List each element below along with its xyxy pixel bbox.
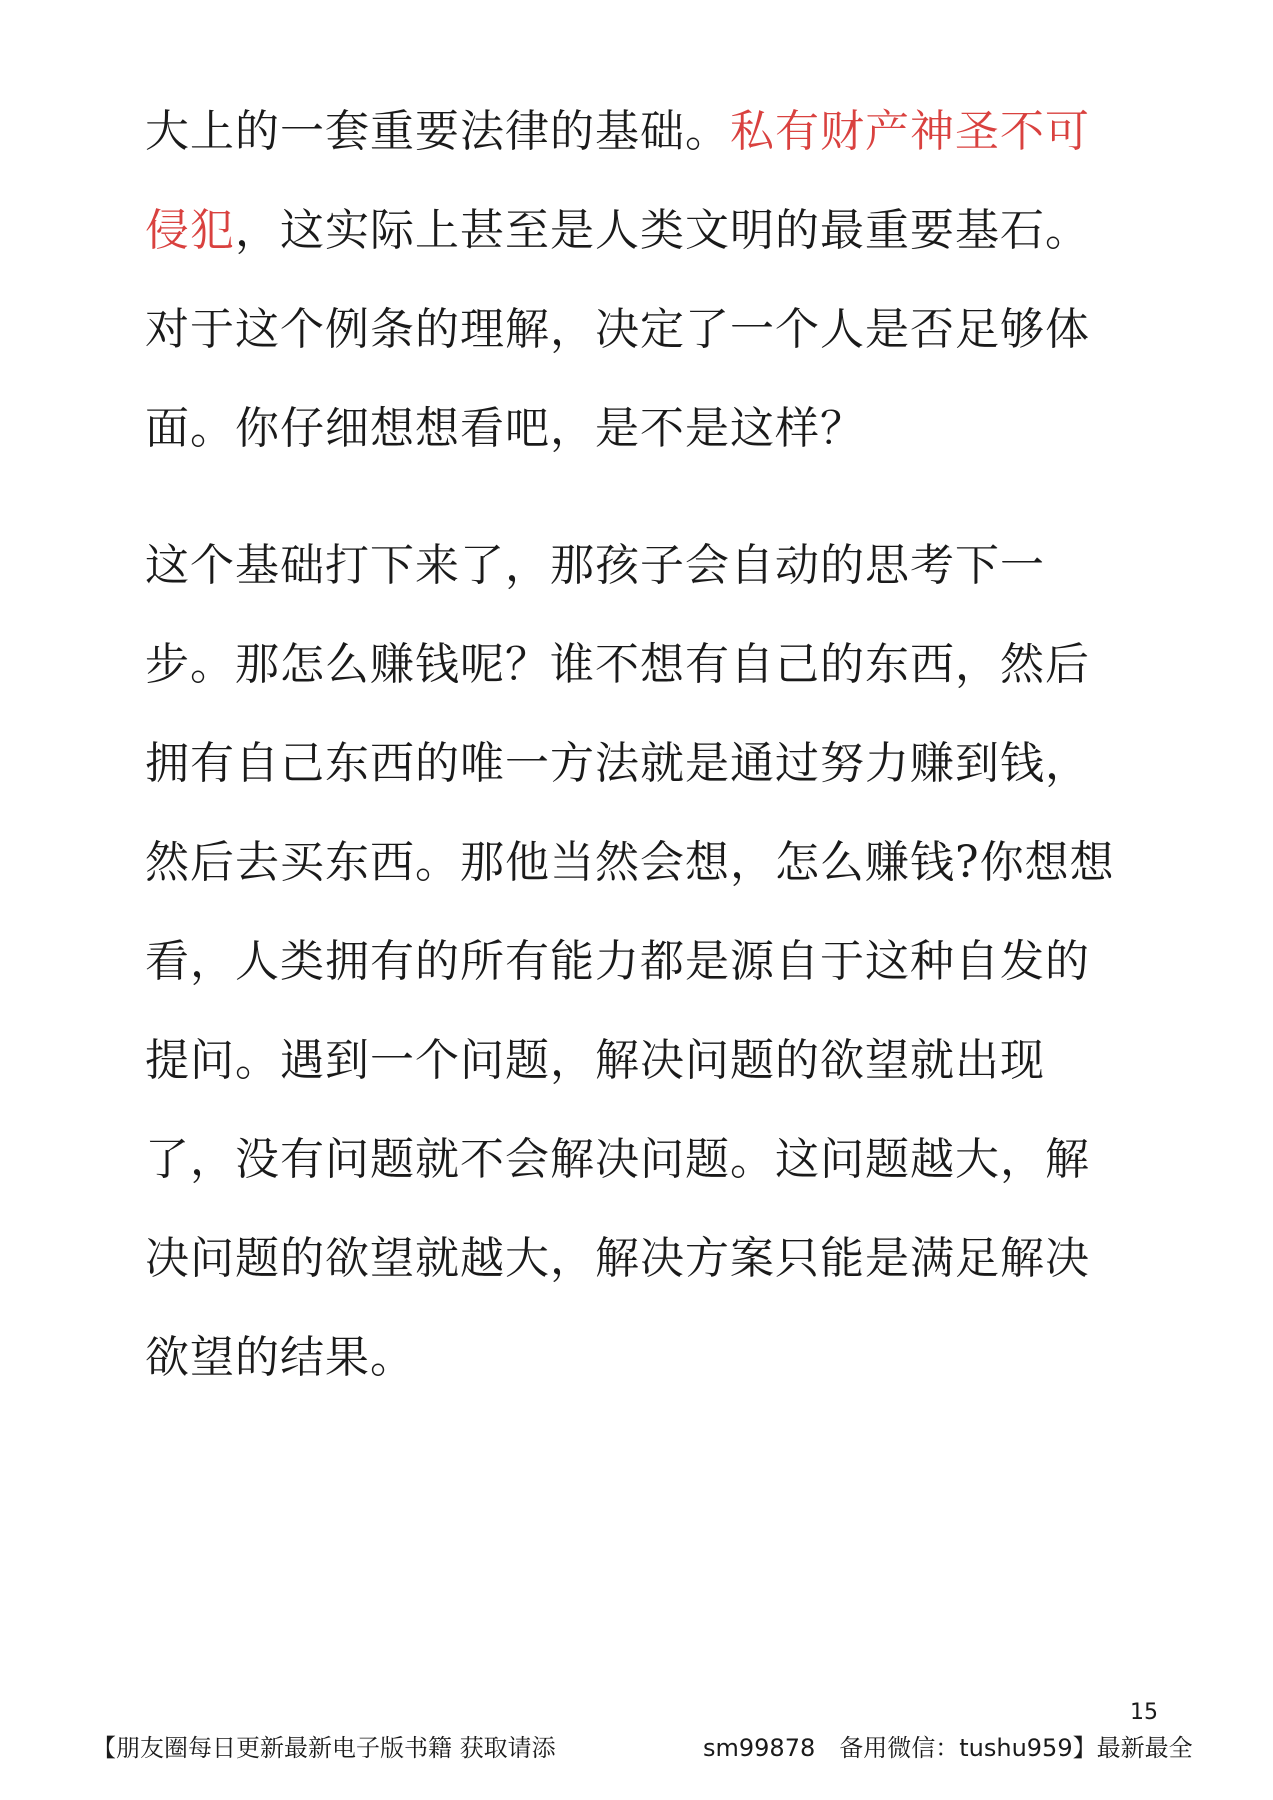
text-segment: ，这实际上甚至是人类文明的最重要基石。 [235, 205, 1090, 256]
text-line [145, 714, 1145, 813]
text-line [145, 813, 1145, 912]
footer-promo-left: 【朋友圈每日更新最新电子版书籍 获取请添 [92, 1734, 556, 1762]
text-line [145, 82, 1145, 181]
text-line [145, 280, 1145, 379]
text-segment: 了，没有问题就不会解决问题。这问题越大，解 [145, 1134, 1090, 1185]
text-line [145, 1011, 1145, 1110]
page-number: 15 [1130, 1700, 1158, 1725]
highlighted-text: 私有财产神圣不可 [730, 106, 1090, 157]
text-segment: 大上的一套重要法律的基础。 [145, 106, 730, 157]
text-segment: 步。那怎么赚钱呢？谁不想有自己的东西，然后 [145, 639, 1090, 690]
text-segment: 决问题的欲望就越大，解决方案只能是满足解决 [145, 1233, 1090, 1284]
text-segment: 对于这个例条的理解，决定了一个人是否足够体 [145, 304, 1090, 355]
paragraph [145, 82, 1145, 478]
text-line [145, 1110, 1145, 1209]
text-segment: 看，人类拥有的所有能力都是源自于这种自发的 [145, 936, 1090, 987]
paragraph [145, 516, 1145, 1407]
text-line [145, 1308, 1145, 1407]
text-line [145, 912, 1145, 1011]
body-text [145, 82, 1145, 1407]
text-segment: 然后去买东西。那他当然会想，怎么赚钱?你想想 [145, 837, 1115, 888]
text-segment: 提问。遇到一个问题，解决问题的欲望就出现 [145, 1035, 1045, 1086]
text-segment: 这个基础打下来了，那孩子会自动的思考下一 [145, 540, 1045, 591]
text-line [145, 516, 1145, 615]
text-segment: 面。你仔细想想看吧，是不是这样？ [145, 403, 865, 454]
text-line [145, 1209, 1145, 1308]
text-line [145, 181, 1145, 280]
text-segment: 拥有自己东西的唯一方法就是通过努力赚到钱， [145, 738, 1090, 789]
text-segment: 欲望的结果。 [145, 1332, 415, 1383]
text-line [145, 379, 1145, 478]
footer-promo-right: sm99878 备用微信：tushu959】最新最全 [703, 1734, 1193, 1762]
highlighted-text: 侵犯 [145, 205, 235, 256]
paragraph-gap [145, 478, 1145, 516]
text-line [145, 615, 1145, 714]
